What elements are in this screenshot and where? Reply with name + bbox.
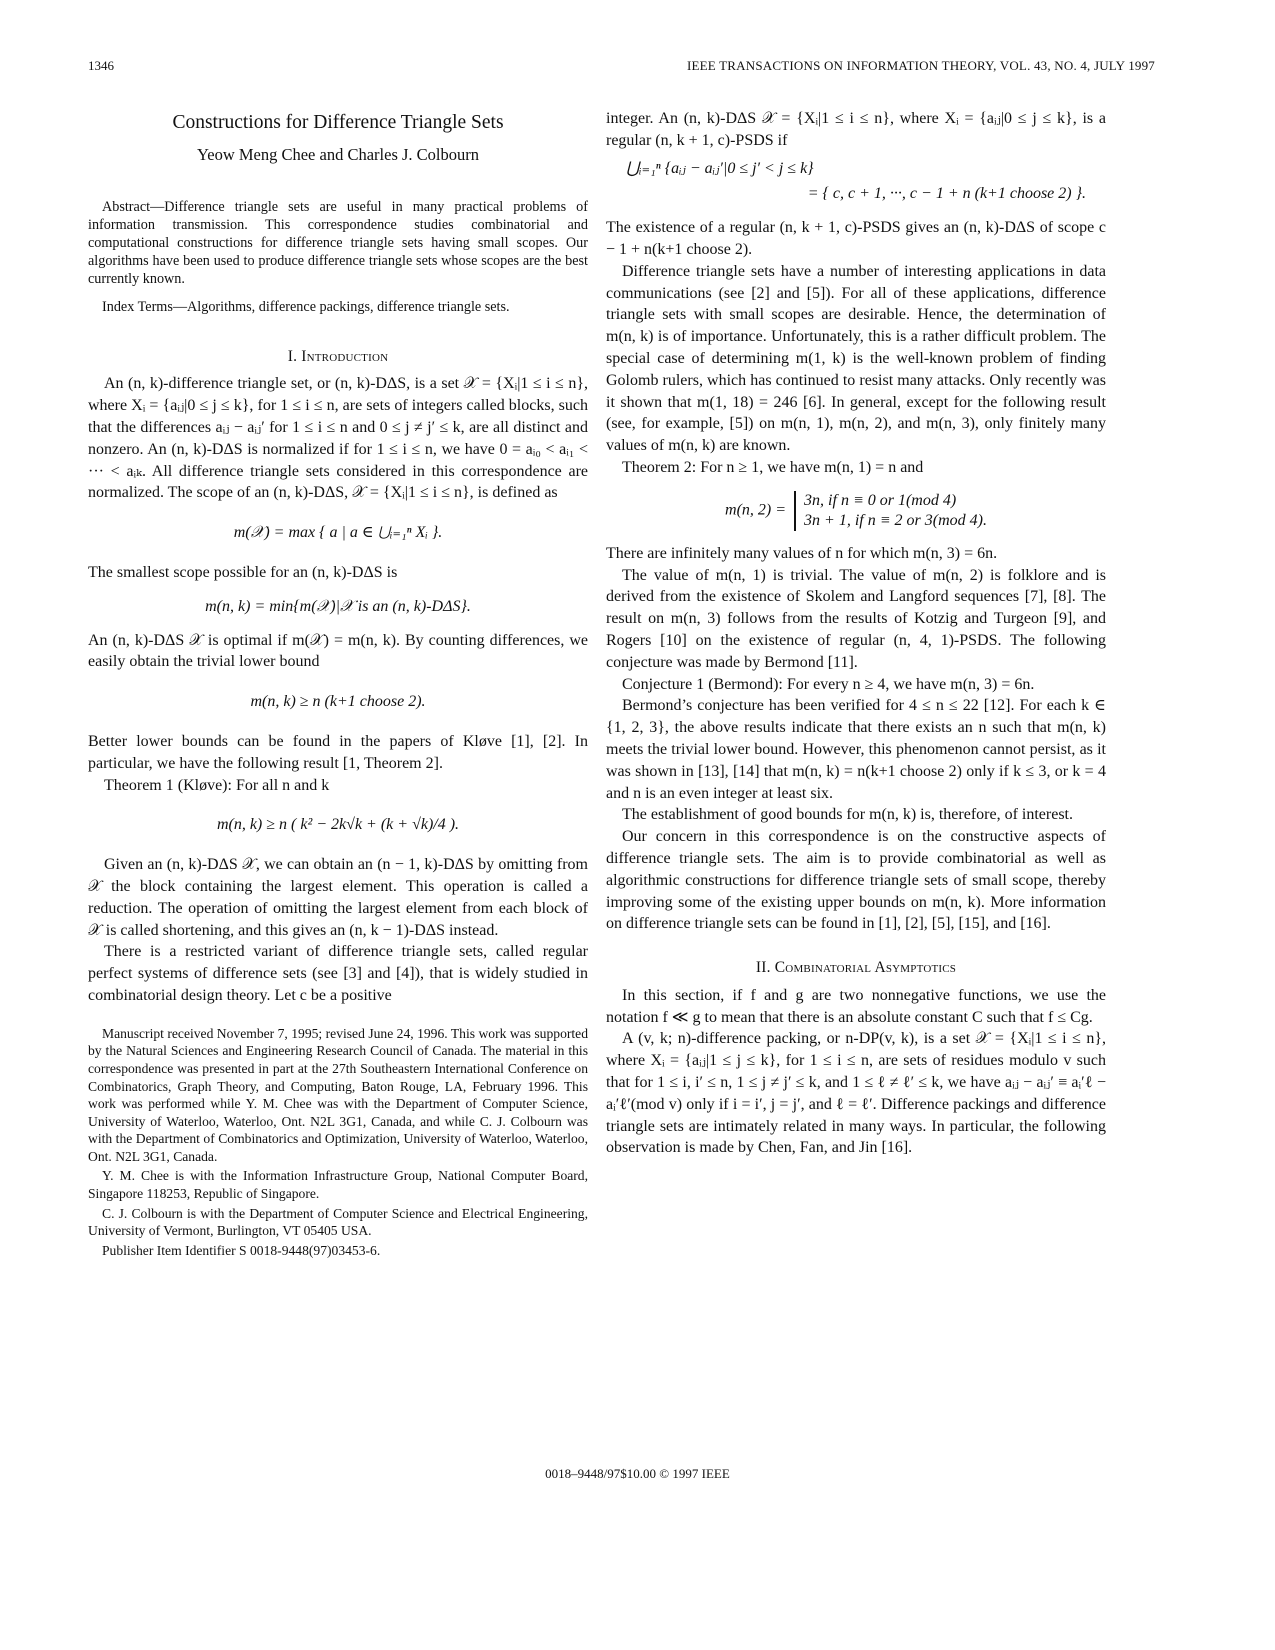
paragraph: In this section, if f and g are two nonnegative functions, we use the notation f ≪ g to mean that there is an absolute constant C such that f ≤ Cg. — [606, 986, 1106, 1026]
index-terms: Index Terms—Algorithms, difference packings, difference triangle sets. — [102, 298, 510, 315]
paragraph: The value of m(n, 1) is trivial. The value of m(n, 2) is folklore and is derived from the existence of Skolem and Langford sequences [7], [8]. The result on m(n, 3) follows from the results of Kotzig and Turgeon [9], and Rogers [10] on the existence of regular (n, 4, 1)-PSDS. The following conjecture was made by Bermond [11]. — [606, 566, 1106, 671]
paragraph: Our concern in this correspondence is on the constructive aspects of difference triangle sets. The aim is to provide combinatorial as well as algorithmic constructions for difference triangle sets of small scope, thereby improving some of the existing upper bounds on m(n, k). More information on difference triangle sets can be found in [1], [2], [5], [15], and [16]. — [606, 828, 1106, 933]
paragraph: Difference triangle sets have a number of interesting applications in data communications (see [2] and [5]). For all of these applications, difference triangle sets with small scopes are desirable. Hence, the determination of m(n, k) is of importance. Unfortunately, this is a rather difficult problem. The special case of determining m(1, k) is the well-known problem of finding Golomb rulers, which has continued to resist many attacks. Only recently was it shown that m(1, 18) = 246 [6]. In general, except for the following result (see, for example, [5]) on m(n, 1), m(n, 2), and m(n, 3), only finitely many values of m(n, k) are known. — [606, 262, 1106, 455]
paragraph: Given an (n, k)-DΔS 𝒳, we can obtain an (n − 1, k)-DΔS by omitting from 𝒳 the block containing the largest element. This operation is called a reduction. The operation of omitting the largest element from each block of 𝒳 is called shortening, and this gives an (n, k − 1)-DΔS instead. — [88, 856, 588, 939]
paragraph: integer. An (n, k)-DΔS 𝒳 = {Xᵢ|1 ≤ i ≤ n}, where Xᵢ = {aᵢⱼ|0 ≤ j ≤ k}, is a regular (n, k + 1, c)-PSDS if — [606, 110, 1106, 149]
paragraph: A (v, k; n)-difference packing, or n-DP(v, k), is a set 𝒳 = {Xᵢ|1 ≤ i ≤ n}, where Xᵢ = {aᵢⱼ|1 ≤ j ≤ k}, for 1 ≤ i ≤ n, are sets of residues modulo v such that for 1 ≤ i, i′ ≤ n, 1 ≤ j ≠ j′ ≤ k, and 1 ≤ ℓ ≠ ℓ′ ≤ k, we have aᵢⱼ − aᵢⱼ′ ≡ aᵢ′ℓ − aᵢ′ℓ′(mod v) only if i = i′, j = j′, and ℓ = ℓ′. Difference packings and difference triangle sets are intimately related in many ways. In particular, the following observation is made by Chen, Fan, and Jin [16]. — [606, 1030, 1106, 1157]
left-column — [88, 108, 588, 1261]
equation-min-scope: m(n, k) = min{m(𝒳)|𝒳 is an (n, k)-DΔS}. — [205, 597, 471, 615]
equation-cases — [794, 491, 987, 531]
footnote: Manuscript received November 7, 1995; revised June 24, 1996. This work was supported by the Natural Sciences and Engineering Research Council of Canada. The material in this correspondence was presented in part at the 27th Southeastern International Conference on Combinatorics, Graph Theory, and Computing, Baton Rouge, LA, February 1996. This work was performed while Y. M. Chee was with the Department of Computer Science, University of Waterloo, Waterloo, Ont. N2L 3G1, Canada, and while C. J. Colbourn was with the Department of Combinatorics and Optimization, University of Waterloo, Waterloo, Ont. N2L 3G1, Canada. — [88, 1025, 588, 1164]
theorem-2: Theorem 2: For n ≥ 1, we have m(n, 1) = n and — [622, 458, 924, 476]
copyright-footer: 0018–9448/97$10.00 © 1997 IEEE — [545, 1466, 730, 1481]
equation-klove-bound: m(n, k) ≥ n ( k² − 2k√k + (k + √k)/4 ). — [216, 816, 460, 834]
page-number: 1346 — [88, 58, 114, 73]
section-number: I. — [287, 347, 298, 365]
section-number: II. — [755, 959, 771, 977]
equation-scope: m(𝒳) = max { a | a ∈ ⋃ᵢ₌₁ⁿ Xᵢ }. — [233, 524, 443, 542]
equation-trivial-bound: m(n, k) ≥ n (k+1 choose 2). — [250, 693, 426, 711]
right-column — [606, 108, 1106, 1159]
section-heading-introduction — [88, 346, 588, 368]
equation-lhs: m(n, 2) = — [725, 501, 787, 519]
equation-m-n-2 — [606, 491, 1106, 531]
paragraph: The existence of a regular (n, k + 1, c)-PSDS gives an (n, k)-DΔS of scope c − 1 + n(k+1 choose 2). — [606, 219, 1106, 258]
paragraph: An (n, k)-DΔS 𝒳 is optimal if m(𝒳) = m(n, k). By counting differences, we easily obtain the trivial lower bound — [88, 631, 588, 671]
footnote: C. J. Colbourn is with the Department of Computer Science and Electrical Engineering, University of Vermont, Burlington, VT 05405 USA. — [88, 1205, 588, 1239]
paragraph: Bermond’s conjecture has been verified for 4 ≤ n ≤ 22 [12]. For each k ∈ {1, 2, 3}, the above results indicate that there exists an n such that m(n, k) meets the trivial lower bound. However, this phenomenon cannot persist, as it was shown in [13], [14] that m(n, k) = n(k+1 choose 2) only if k ≤ 3, or k = 4 and n is an even integer at least six. — [606, 697, 1106, 802]
journal-running-head: IEEE TRANSACTIONS ON INFORMATION THEORY, VOL. 43, NO. 4, JULY 1997 — [687, 58, 1155, 73]
paper-title: Constructions for Difference Triangle Sets — [172, 112, 504, 133]
conjecture-1: Conjecture 1 (Bermond): For every n ≥ 4, we have m(n, 3) = 6n. — [622, 675, 1035, 693]
footnotes — [88, 1025, 588, 1260]
paper-authors: Yeow Meng Chee and Charles J. Colbourn — [196, 144, 479, 164]
equation-case: 3n, if n ≡ 0 or 1(mod 4) — [804, 491, 957, 509]
paragraph: An (n, k)-difference triangle set, or (n, k)-DΔS, is a set 𝒳 = {Xᵢ|1 ≤ i ≤ n}, where Xᵢ = {aᵢⱼ|0 ≤ j ≤ k}, for 1 ≤ i ≤ n, are sets of integers called blocks, such that the differences aᵢⱼ − aᵢⱼ′ for 1 ≤ i ≤ n and 0 ≤ j ≠ j′ ≤ k, are all distinct and nonzero. An (n, k)-DΔS is normalized if for 1 ≤ i ≤ n, we have 0 = aᵢ₀ < aᵢ₁ < ··· < aᵢₖ. All difference triangle sets considered in this correspondence are normalized. The scope of an (n, k)-DΔS, 𝒳 = {Xᵢ|1 ≤ i ≤ n}, is defined as — [88, 375, 588, 502]
theorem-1: Theorem 1 (Kløve): For all n and k — [104, 776, 330, 794]
section-title: Combinatorial Asymptotics — [774, 959, 957, 977]
equation-psds-rhs: = { c, c + 1, ···, c − 1 + n (k+1 choose 2) }. — [807, 185, 1086, 203]
paragraph: There are infinitely many values of n for which m(n, 3) = 6n. — [606, 544, 998, 562]
paragraph: There is a restricted variant of difference triangle sets, called regular perfect systems of difference sets (see [3] and [4]), that is widely studied in combinatorial design theory. Let c be a positive — [88, 943, 588, 1004]
footnote: Y. M. Chee is with the Information Infrastructure Group, National Computer Board, Singapore 118253, Republic of Singapore. — [88, 1168, 588, 1202]
equation-psds-lhs: ⋃ᵢ₌₁ⁿ {aᵢⱼ − aᵢⱼ′|0 ≤ j′ < j ≤ k} — [626, 159, 814, 177]
footnote: Publisher Item Identifier S 0018-9448(97)03453-6. — [102, 1242, 381, 1258]
abstract: Abstract—Difference triangle sets are useful in many practical problems of information transmission. This correspondence studies combinatorial and computational constructions for difference triangle sets having small scopes. Our algorithms have been used to produce difference triangle sets whose scopes are the best currently known. — [88, 198, 588, 287]
section-heading-combinatorial-asymptotics — [606, 957, 1106, 979]
section-title: Introduction — [301, 347, 389, 365]
paragraph: The smallest scope possible for an (n, k)-DΔS is — [88, 563, 398, 581]
paragraph: The establishment of good bounds for m(n, k) is, therefore, of interest. — [622, 806, 1073, 824]
equation-case: 3n + 1, if n ≡ 2 or 3(mod 4). — [804, 511, 987, 529]
paragraph: Better lower bounds can be found in the papers of Kløve [1], [2]. In particular, we have the following result [1, Theorem 2]. — [88, 732, 588, 772]
